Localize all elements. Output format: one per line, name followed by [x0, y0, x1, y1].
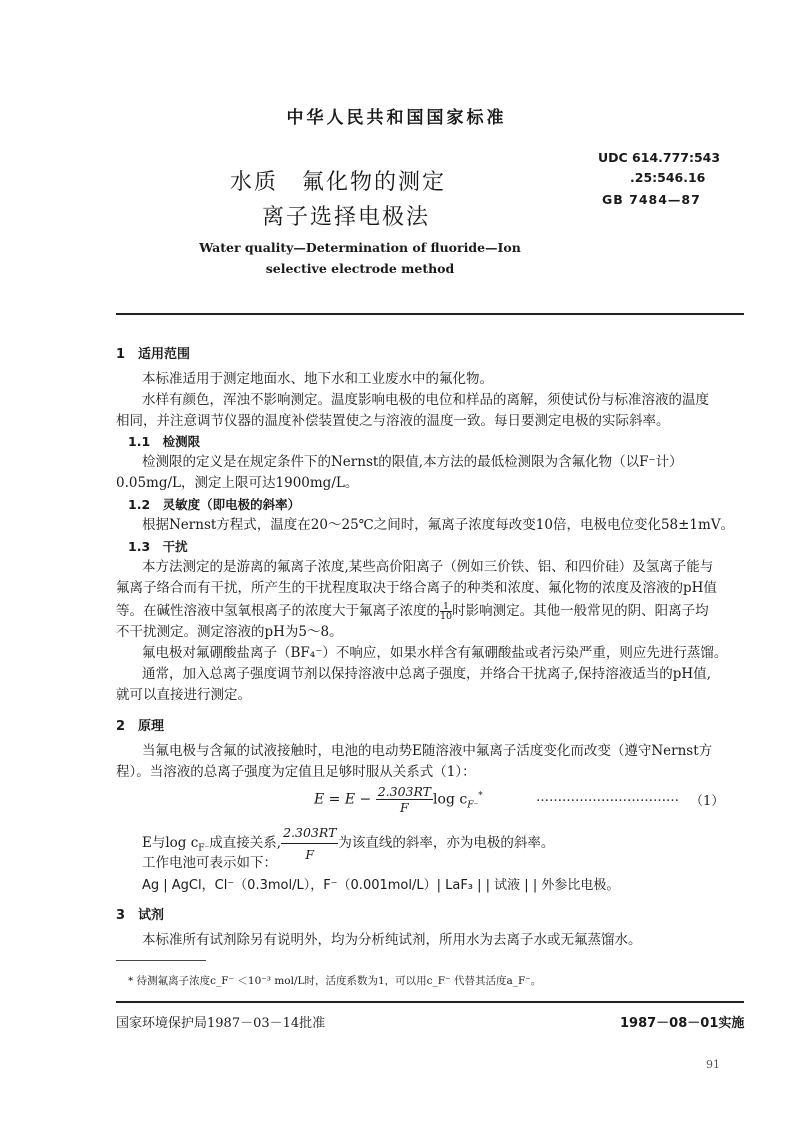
equation-log-term: log c [433, 791, 468, 808]
approval-date: 国家环境保护局1987－03－14批准 [116, 1016, 326, 1031]
equation-lhs: E = E − [314, 791, 376, 808]
section-1-1-para-a: 检测限的定义是在规定条件下的Nernst的限值,本方法的最低检测限为含氟化物（以F⁻计） [142, 454, 683, 470]
footnote: * 待测氟离子浓度c_F⁻ ＜10⁻³ mol/L时，活度系数为1，可以用c_F⁻ 代替其活度a_F⁻。 [128, 975, 542, 987]
section-2-para-2-mid: 成直接关系, [209, 835, 282, 851]
equation-leader-dots: …………………………… [536, 790, 679, 805]
section-2-para-1a: 当氟电极与含氟的试液接触时，电池的电动势E随溶液中氟离子活度变化而改变（遵守Nernst方 [142, 743, 713, 759]
doc-title-line2: 离子选择电极法 [262, 205, 431, 230]
section-1-3-para-g: 就可以直接进行测定。 [116, 687, 251, 703]
page-number: 91 [706, 1058, 720, 1071]
equation-number: （1） [690, 794, 725, 809]
section-2-para-2-post: 为该直线的斜率，亦为电极的斜率。 [338, 835, 555, 851]
equation-footnote-mark: * [478, 790, 483, 801]
section-1-2-heading: 1.2 灵敏度（即电极的斜率） [128, 497, 301, 512]
country-standard-title: 中华人民共和国国家标准 [286, 108, 507, 128]
equation-subscript: F⁻ [467, 800, 479, 811]
header-divider [116, 313, 744, 315]
english-title-line1: Water quality—Determination of fluoride—Ion [199, 240, 521, 255]
gb-number: GB 7484—87 [602, 192, 701, 207]
section-1-3-para-c-post: 时影响测定。其他一般常见的阴、阳离子均 [452, 603, 709, 619]
slope-numerator: 2.303RT [281, 822, 338, 844]
section-1-3-para-a: 本方法测定的是游离的氟离子浓度,某些高价阳离子（例如三价铁、铝、和四价硅）及氢离子能与 [142, 559, 714, 575]
section-1-para-2a: 水样有颜色，浑浊不影响测定。温度影响电极的电位和样品的离解，须使试份与标准溶液的温度 [142, 392, 709, 408]
section-1-2-para: 根据Nernst方程式，温度在20～25℃之间时，氟离子浓度每改变10倍，电极电位变化58±1mV。 [142, 517, 735, 533]
section-2-para-2-pre: E与log c [142, 835, 199, 851]
section-1-para-2b: 相同，并注意调节仪器的温度补偿装置使之与溶液的温度一致。每日要测定电极的实际斜率。 [116, 413, 670, 429]
section-2-para-2-subscript: F⁻ [198, 843, 210, 854]
section-1-3-para-b: 氟离子络合而有干扰，所产生的干扰程度取决于络合离子的种类和浓度、氟化物的浓度及溶液的pH值 [116, 580, 717, 596]
section-1-para-1: 本标准适用于测定地面水、地下水和工业废水中的氟化物。 [142, 371, 493, 387]
equation-1 [314, 784, 483, 815]
section-1-3-para-e: 氟电极对氟硼酸盐离子（BF₄⁻）不响应，如果水样含有氟硼酸盐或者污染严重，则应先进行蒸馏。 [142, 645, 728, 661]
equation-numerator: 2.303RT [377, 784, 432, 799]
section-3-heading: 3 试剂 [116, 908, 165, 923]
section-1-3-para-c-pre: 等。在碱性溶液中氢氧根离子的浓度大于氟离子浓度的 [116, 603, 440, 619]
section-1-1-para-b: 0.05mg/L，测定上限可达1900mg/L。 [116, 475, 359, 491]
fraction-numerator: 1 [440, 602, 452, 612]
slope-denominator: F [305, 847, 315, 862]
section-2-para-3: 工作电池可表示如下： [142, 855, 277, 871]
section-1-3-para-d: 不干扰测定。测定溶液的pH为5～8。 [116, 624, 343, 640]
footnote-divider [116, 960, 206, 961]
section-1-3-para-c [116, 601, 709, 622]
section-2-para-1b: 程）。当溶液的总离子强度为定值且足够时服从关系式（1）： [116, 764, 476, 780]
section-1-3-para-f: 通常，加入总离子强度调节剂以保持溶液中总离子强度，并络合干扰离子,保持溶液适当的pH值, [142, 666, 711, 682]
section-3-para-1: 本标准所有试剂除另有说明外，均为分析纯试剂，所用水为去离子水或无氟蒸馏水。 [142, 932, 642, 948]
effective-date: 1987－08－01实施 [620, 1016, 745, 1031]
section-1-1-heading: 1.1 检测限 [128, 434, 201, 449]
slope-fraction [281, 822, 338, 865]
cell-notation: Ag | AgCl，Cl⁻（0.3mol/L），F⁻（0.001mol/L）| LaF₃ | | 试液 | | 外参比电极。 [142, 878, 620, 893]
udc-code-line1: UDC 614.777:543 [598, 150, 721, 165]
section-2-heading: 2 原理 [116, 719, 165, 734]
fraction-denominator: 10 [440, 611, 453, 622]
english-title-line2: selective electrode method [265, 261, 455, 276]
section-1-heading: 1 适用范围 [116, 347, 191, 362]
udc-code-line2: .25:546.16 [630, 170, 706, 185]
equation-fraction [376, 784, 433, 815]
fraction-one-tenth [440, 602, 452, 621]
section-1-3-heading: 1.3 干扰 [128, 539, 188, 554]
footer-divider [116, 1001, 744, 1003]
doc-title-line1: 水质 氟化物的测定 [230, 170, 447, 195]
equation-denominator: F [400, 800, 409, 815]
